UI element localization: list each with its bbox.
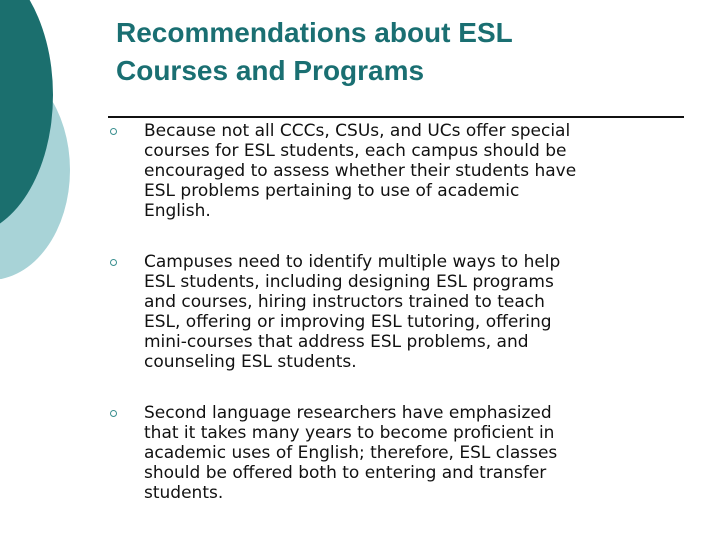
- bullet-3-line-2: that it takes many years to become proficient in: [144, 423, 555, 443]
- bullet-1-text: [144, 121, 680, 221]
- slide-title-line-1: Recommendations about ESL: [116, 17, 513, 48]
- bullet-item-1: [110, 121, 680, 221]
- hollow-circle-bullet-icon: [110, 410, 117, 417]
- hollow-circle-bullet-icon: [110, 128, 117, 135]
- slide-title-line-2: Courses and Programs: [116, 55, 425, 86]
- bullet-item-3: [110, 403, 680, 503]
- bullet-3-line-5: students.: [144, 483, 224, 503]
- bullet-3-text: [144, 403, 680, 503]
- slide-title: [116, 14, 676, 90]
- bullet-2-line-6: counseling ESL students.: [144, 352, 357, 372]
- bullet-3-line-4: should be offered both to entering and transfer: [144, 463, 547, 483]
- bullet-2-line-5: mini-courses that address ESL problems, and: [144, 332, 529, 352]
- bullet-item-2: [110, 252, 680, 372]
- bullet-3-line-3: academic uses of English; therefore, ESL classes: [144, 443, 558, 463]
- bullet-2-line-2: ESL students, including designing ESL programs: [144, 272, 554, 292]
- bullet-2-line-4: ESL, offering or improving ESL tutoring, offering: [144, 312, 552, 332]
- bullet-1-line-1: Because not all CCCs, CSUs, and UCs offer special: [144, 121, 571, 141]
- bullet-list: [110, 121, 680, 534]
- bullet-1-line-5: English.: [144, 201, 211, 221]
- bullet-1-line-2: courses for ESL students, each campus should be: [144, 141, 567, 161]
- bullet-2-line-3: and courses, hiring instructors trained to teach: [144, 292, 545, 312]
- bullet-2-text: [144, 252, 680, 372]
- decorative-circles: [0, 0, 120, 300]
- hollow-circle-bullet-icon: [110, 259, 117, 266]
- bullet-1-line-3: encouraged to assess whether their students have: [144, 161, 577, 181]
- title-divider: [108, 116, 684, 118]
- bullet-1-line-4: ESL problems pertaining to use of academic: [144, 181, 520, 201]
- bullet-3-line-1: Second language researchers have emphasized: [144, 403, 552, 423]
- bullet-2-line-1: Campuses need to identify multiple ways to help: [144, 252, 561, 272]
